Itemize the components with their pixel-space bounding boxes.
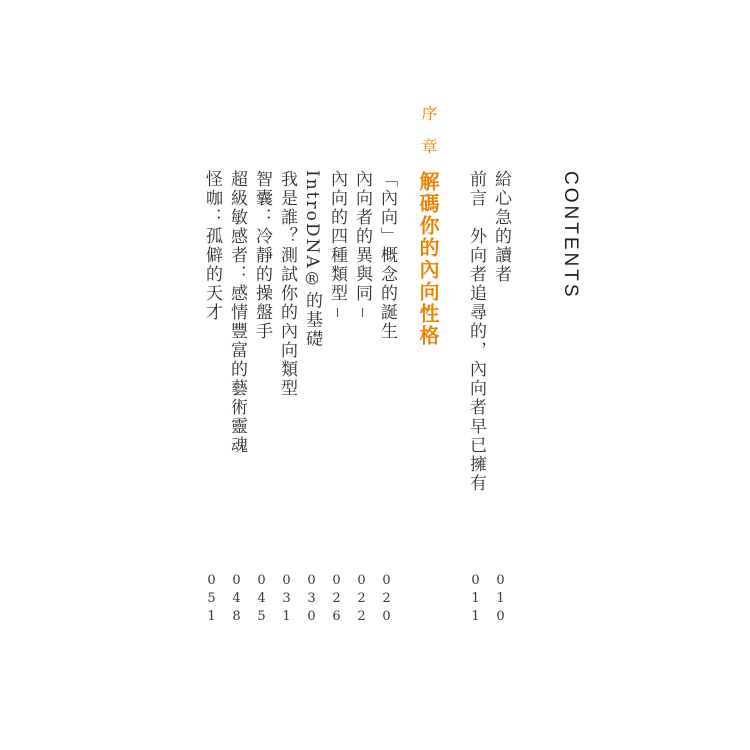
toc-entry [249,105,274,630]
toc-entry [324,105,349,630]
toc-entry-title: 前言 外向者追尋的，內向者早已擁有 [466,170,486,493]
toc-entry-title: 「內向」概念的誕生 [377,170,397,341]
toc-entry-page-number: 010 [493,573,508,627]
toc-entry [488,105,513,630]
toc-chapter-heading [411,105,445,630]
toc-entry [274,105,299,630]
dash-mark [362,308,363,317]
toc-entry [299,105,324,630]
toc-entry [463,105,488,630]
toc-entry [224,105,249,630]
contents-heading: CONTENTS [560,171,581,300]
toc-entry-page-number: 051 [204,573,219,627]
toc-entry-page-number: 011 [468,573,483,627]
toc-entry-page-number: 030 [304,573,319,627]
toc-entry-title: 給心急的讀者 [491,170,511,284]
toc-entry-title: 怪咖：孤僻的天才 [202,170,222,322]
chapter-label: 序章 [419,105,438,171]
toc-entry-page-number: 026 [329,573,344,627]
toc-entry-title: 內向者的異與同 [352,170,372,303]
chapter-title: 解碼你的內向性格 [416,171,440,347]
toc-entry-page-number: 045 [254,573,269,627]
toc-entry-title: 我是誰？測試你的內向類型 [277,170,297,398]
toc-entry [374,105,399,630]
table-of-contents [199,105,585,630]
toc-entry-title: 智囊：冷靜的操盤手 [252,170,272,341]
toc-entry-title: IntroDNA®的基礎 [302,170,322,349]
toc-entry-page-number: 031 [279,573,294,627]
toc-entry-page-number: 048 [229,573,244,627]
dash-mark [337,308,338,317]
toc-entry [199,105,224,630]
toc-entry [349,105,374,630]
toc-entry-title: 內向的四種類型 [327,170,347,303]
toc-entry-page-number: 022 [354,573,369,627]
toc-entry-page-number: 020 [379,573,394,627]
toc-entry-title: 超級敏感者：感情豐富的藝術靈魂 [227,170,247,455]
